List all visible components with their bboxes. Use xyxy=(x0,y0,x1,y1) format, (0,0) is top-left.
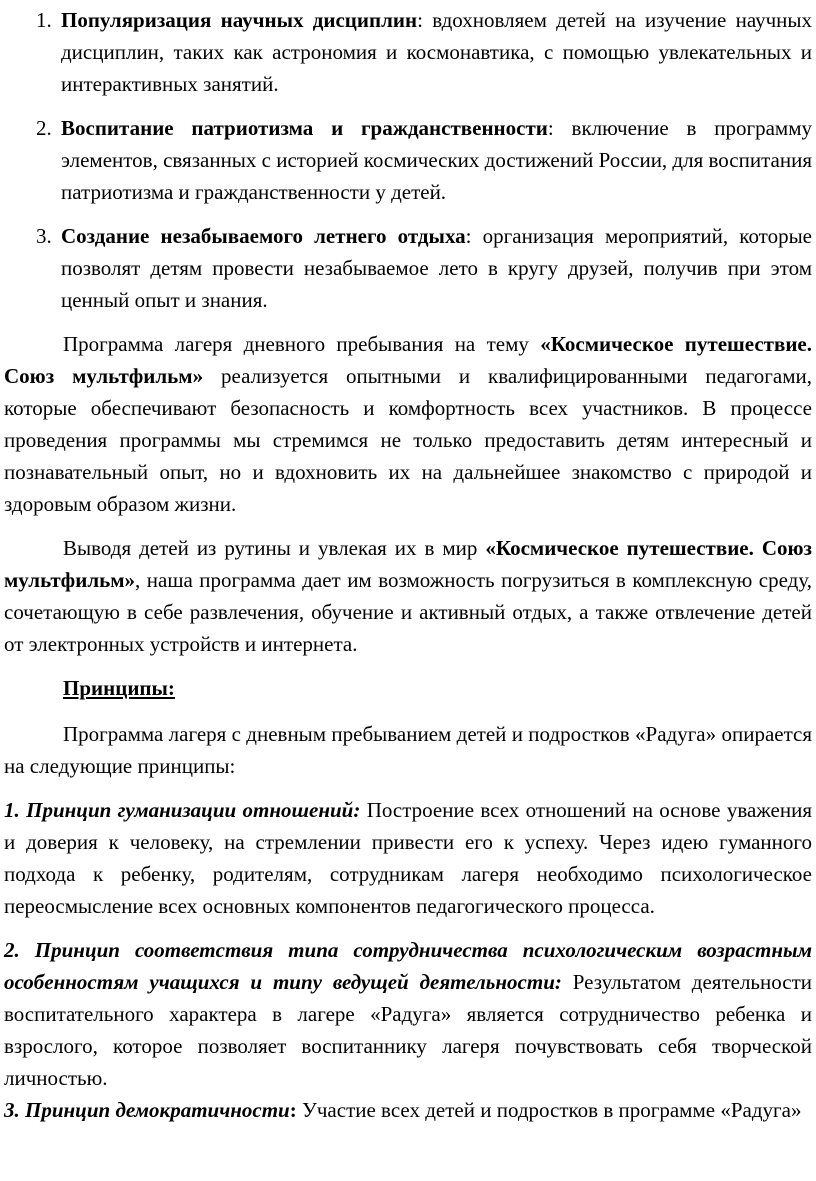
paragraph-text: Программа лагеря дневного пребывания на тему xyxy=(63,332,541,356)
goal-text: : организация мероприятий, которые позволят детям провести незабываемое лето в кругу друзей, получив при этом ценный опыт и знания. xyxy=(61,224,812,312)
goal-number: 3. xyxy=(36,224,52,248)
program-paragraph xyxy=(4,328,812,520)
goal-number: 1. xyxy=(36,8,52,32)
program-title: «Космическое путешествие. Союз мультфильм» xyxy=(4,536,812,592)
principle-title: 1. Принцип гуманизации отношений: xyxy=(4,798,361,822)
principle-text: Участие всех детей и подростков в программе «Радуга» xyxy=(296,1098,802,1122)
principles-intro: Программа лагеря с дневным пребыванием детей и подростков «Радуга» опирается на следующие принципы: xyxy=(4,722,812,778)
goals-list xyxy=(4,4,812,316)
principles-heading: Принципы: xyxy=(63,676,175,700)
goal-title: Воспитание патриотизма и гражданственности xyxy=(61,116,548,140)
paragraph-text: , наша программа дает им возможность погрузиться в комплексную среду, сочетающую в себе развлечения, обучение и активный отдых, а также отвлечение детей от электронных устройств и интернета. xyxy=(4,568,812,656)
goal-number: 2. xyxy=(36,116,52,140)
goal-text: : вдохновляем детей на изучение научных дисциплин, таких как астрономия и космонавтика, с помощью увлекательных и интерактивных занятий. xyxy=(61,8,812,96)
principle-text: Результатом деятельности воспитательного характера в лагере «Радуга» является сотрудничество ребенка и взрослого, которое позволяет воспитаннику лагеря почувствовать себя творческой личностью. xyxy=(4,970,813,1090)
program-title: «Космическое путешествие. Союз мультфильм» xyxy=(4,332,812,388)
goal-item-3 xyxy=(4,220,812,316)
principle-2 xyxy=(4,934,812,1094)
principle-3 xyxy=(4,1094,812,1126)
principle-text: Построение всех отношений на основе уважения и доверия к человеку, на стремлении привести его к успеху. Через идею гуманного подхода к ребенку, родителям, сотрудникам лагеря необходимо психологическое переосмысление всех основных компонентов педагогического процесса. xyxy=(4,798,812,918)
paragraph-text: Выводя детей из рутины и увлекая их в мир xyxy=(63,536,486,560)
goal-item-2 xyxy=(4,112,812,208)
principle-title: 2. Принцип соответствия типа сотрудничества психологическим возрастным особенностям учащихся и типу ведущей деятельности: xyxy=(4,938,812,994)
routine-paragraph xyxy=(4,532,812,660)
paragraph-text: реализуется опытными и квалифицированными педагогами, которые обеспечивают безопасность и комфортность всех участников. В процессе проведения программы мы стремимся не только предоставить детям интересный и познавательный опыт, но и вдохновить их на дальнейшее знакомство с природой и здоровым образом жизни. xyxy=(4,364,812,516)
goal-title: Популяризация научных дисциплин xyxy=(61,8,418,32)
principle-colon: : xyxy=(289,1098,297,1122)
principle-title: 3. Принцип демократичности xyxy=(4,1098,290,1122)
goal-text: : включение в программу элементов, связанных с историей космических достижений России, для воспитания патриотизма и гражданственности у детей. xyxy=(61,116,813,204)
goal-item-1 xyxy=(4,4,812,100)
principle-1 xyxy=(4,794,812,922)
goal-title: Создание незабываемого летнего отдыха xyxy=(61,224,466,248)
